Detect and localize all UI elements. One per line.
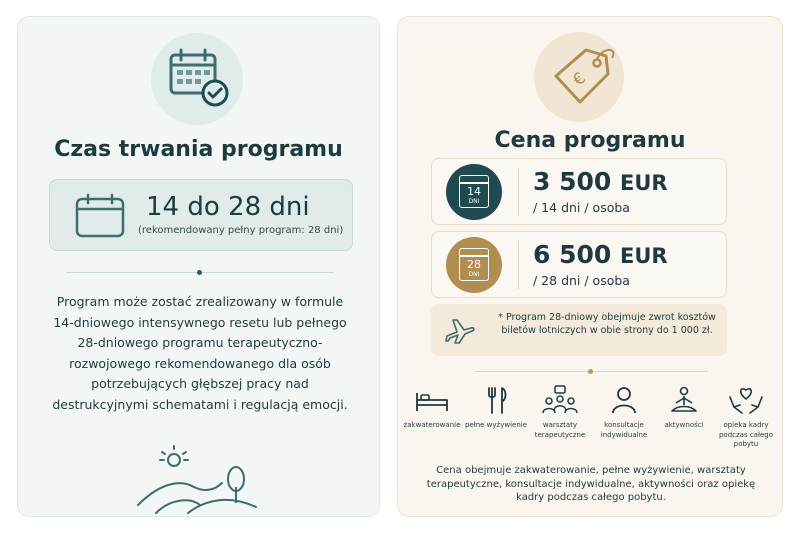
- divider: [66, 272, 334, 273]
- badge-unit: DNI: [468, 271, 480, 278]
- euro-symbol: €: [569, 68, 590, 90]
- price-amount: [533, 167, 668, 196]
- amenity-label: aktywności: [664, 421, 704, 429]
- pricing-card: [397, 16, 783, 517]
- calendar-badge-icon: [446, 164, 502, 220]
- amenity-activities: [652, 385, 716, 431]
- amenity-care: [714, 385, 778, 450]
- amenity-consultations: [592, 385, 656, 440]
- divider: [474, 371, 708, 372]
- amenity-label: opieka kadry podczas całego pobytu: [718, 421, 773, 448]
- price-amount: [533, 240, 668, 269]
- duration-description: Program może zostać zrealizowany w formule 14-dniowego intensywnego resetu lub pełnego 28-dniowego programu terapeutyczno-rozwojowego rekomendowanego dla osób potrzebujących głębszej pracy nad destrukcyjnymi schematami i regulacją emocji.: [52, 294, 348, 412]
- fork-knife-icon: [464, 385, 528, 415]
- calendar-icon: [74, 193, 126, 243]
- flight-refund-note: [431, 304, 727, 356]
- amount-value: 3 500: [533, 167, 612, 196]
- note-text: * Program 28-dniowy obejmuje zwrot kosztów biletów lotniczych w obie strony do 1 000 zł.: [498, 312, 716, 336]
- amenity-label: warsztaty terapeutyczne: [534, 421, 586, 439]
- price-tag-icon: [534, 32, 624, 122]
- landscape-sun-icon: [130, 443, 270, 519]
- calendar-badge-icon: [446, 237, 502, 293]
- price-per: / 14 dni / osoba: [533, 200, 630, 215]
- duration-card: [17, 16, 380, 517]
- meditation-icon: [652, 385, 716, 415]
- duration-summary: [49, 179, 353, 251]
- price-option-28: [431, 231, 727, 298]
- duration-recommendation: (rekomendowany pełny program: 28 dni): [138, 225, 344, 236]
- duration-range: 14 do 28 dni: [146, 192, 310, 222]
- badge-number: 28: [467, 258, 481, 271]
- person-icon: [592, 385, 656, 415]
- price-per: / 28 dni / osoba: [533, 273, 630, 288]
- amenity-label: zakwaterowanie: [403, 421, 461, 429]
- amenity-label: konsultacje indywidualne: [600, 421, 648, 439]
- calendar-check-icon: [151, 33, 243, 125]
- badge-number: 14: [467, 185, 481, 198]
- price-option-14: [431, 158, 727, 225]
- amount-value: 6 500: [533, 240, 612, 269]
- amenity-workshops: [528, 385, 592, 440]
- pricing-title: Cena programu: [494, 128, 686, 153]
- amenity-label: pełne wyżywienie: [464, 421, 528, 429]
- amenity-accommodation: [400, 385, 464, 431]
- workshop-group-icon: [528, 385, 592, 415]
- airplane-icon: [445, 316, 475, 348]
- badge-unit: DNI: [468, 198, 480, 205]
- amenity-meals: [464, 385, 528, 431]
- currency: EUR: [620, 244, 668, 268]
- currency: EUR: [620, 171, 668, 195]
- price-includes-text: Cena obejmuje zakwaterowanie, pełne wyżywienie, warsztaty terapeutyczne, konsultacje indywidualne, aktywności oraz opiekę kadry podczas całego pobytu.: [426, 465, 756, 503]
- bed-icon: [400, 385, 464, 415]
- duration-title: Czas trwania programu: [54, 137, 343, 162]
- caring-hands-heart-icon: [714, 385, 778, 415]
